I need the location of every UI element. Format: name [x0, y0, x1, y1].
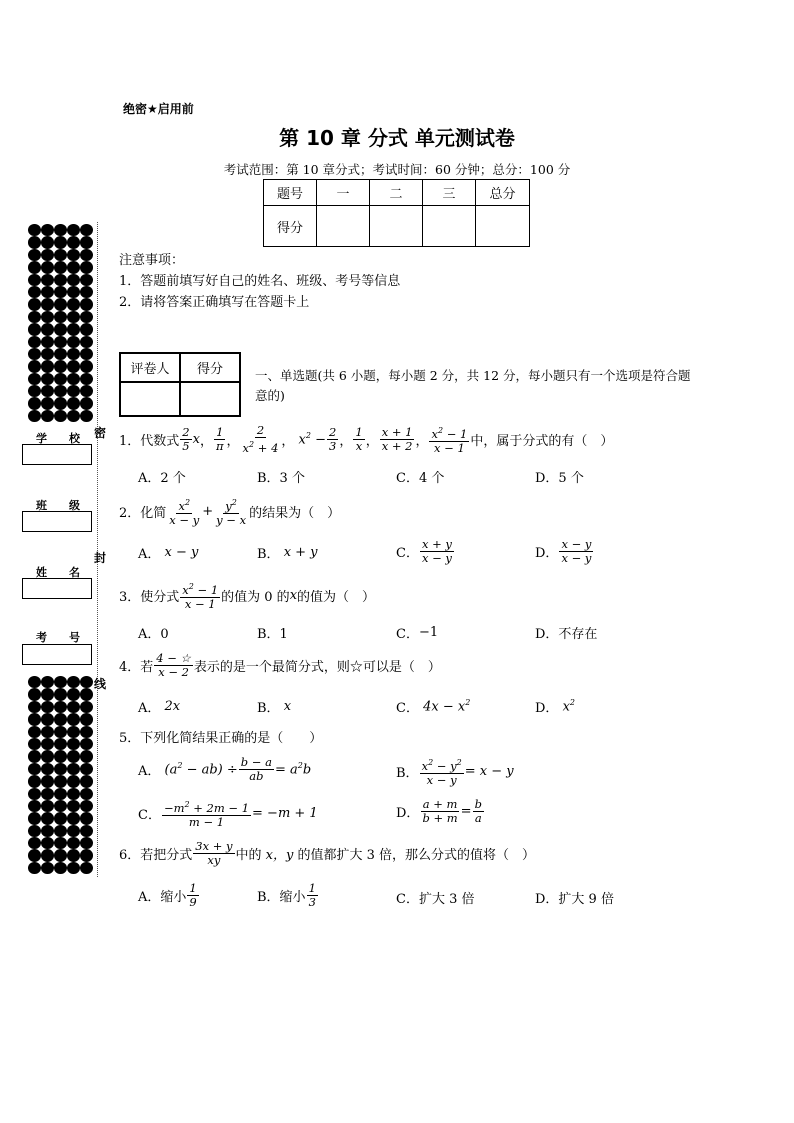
- binding-dot: [80, 397, 93, 409]
- binding-dot: [41, 800, 54, 812]
- q2-option-a[interactable]: A． x − y: [138, 545, 199, 562]
- seal-char-mi: 密: [94, 426, 107, 440]
- binding-dot: [54, 385, 67, 397]
- binding-dot: [28, 336, 41, 348]
- binding-dot: [80, 726, 93, 738]
- binding-dot: [67, 825, 80, 837]
- binding-dot: [28, 397, 41, 409]
- q5-option-d[interactable]: D． $\frac{a + m}{b + m}$ = $\frac{b}{a}$: [396, 797, 482, 825]
- math-frac: $\frac{x^2}{x - y}$: [169, 498, 200, 527]
- math-frac: $\frac{2}{5}$: [182, 424, 190, 453]
- binding-dot: [41, 236, 54, 248]
- binding-dot: [28, 373, 41, 385]
- q1-option-c[interactable]: C．4 个: [396, 471, 445, 486]
- binding-dot: [28, 763, 41, 775]
- binding-dot: [41, 726, 54, 738]
- binding-dot: [67, 763, 80, 775]
- binding-dot: [28, 837, 41, 849]
- question-6: 6．若把分式 $\frac{3x + y}{xy}$ 中的 x，y 的值都扩大 3 倍，那么分式的值将（ ）: [119, 839, 536, 867]
- math-frac: $\frac{1}{x}$: [355, 424, 363, 453]
- binding-dot: [67, 224, 80, 236]
- binding-dot: [28, 323, 41, 335]
- q4-option-b[interactable]: B． x: [257, 699, 292, 716]
- binding-dot: [80, 688, 93, 700]
- score-header-cell: 二: [370, 180, 423, 206]
- binding-dot: [28, 236, 41, 248]
- binding-dot: [67, 738, 80, 750]
- binding-dot: [28, 726, 41, 738]
- binding-dot: [41, 323, 54, 335]
- binding-dot: [67, 410, 80, 422]
- score-table: [263, 179, 530, 247]
- binding-dot: [28, 348, 41, 360]
- id-label: 考 号: [36, 631, 80, 644]
- math-frac: $\frac{x + 1}{x + 2}$: [381, 424, 413, 453]
- binding-dot: [54, 713, 67, 725]
- q2-prefix: 2．化简: [119, 505, 167, 521]
- grader-table: [119, 352, 241, 417]
- math-frac: $\frac{x^2 - 1}{x - 1}$: [182, 582, 219, 611]
- binding-dot: [28, 688, 41, 700]
- binding-dot: [54, 788, 67, 800]
- binding-dot: [28, 750, 41, 762]
- note-item: 2．请将答案正确填写在答题卡上: [119, 295, 310, 310]
- binding-dot: [41, 763, 54, 775]
- binding-dot: [41, 385, 54, 397]
- binding-dot: [41, 274, 54, 286]
- class-input[interactable]: [22, 511, 92, 532]
- notes-heading: 注意事项：: [119, 253, 185, 268]
- binding-dot: [41, 788, 54, 800]
- q4-option-c[interactable]: C． $4x - x^2$: [396, 698, 471, 716]
- score-header-cell: 三: [423, 180, 476, 206]
- q1-option-d[interactable]: D．5 个: [535, 471, 584, 486]
- binding-dot: [67, 775, 80, 787]
- binding-dot: [54, 738, 67, 750]
- seal-char-xian: 线: [94, 677, 107, 691]
- binding-dot: [67, 261, 80, 273]
- binding-dot: [28, 286, 41, 298]
- secret-label: 绝密★启用前: [123, 102, 194, 116]
- binding-dot: [41, 249, 54, 261]
- question-3: [119, 580, 375, 611]
- q4-option-d[interactable]: D． $x^2$: [535, 698, 575, 716]
- q4-option-a[interactable]: A． 2x: [138, 699, 181, 716]
- q6-option-c[interactable]: C．扩大 3 倍: [396, 892, 475, 907]
- binding-dot: [54, 373, 67, 385]
- binding-dot: [54, 726, 67, 738]
- binding-dot: [41, 360, 54, 372]
- math-frac: $\frac{2}{x^2 + 4}$: [242, 423, 279, 455]
- binding-dot: [28, 676, 41, 688]
- q2-option-b[interactable]: B． x + y: [257, 545, 318, 562]
- question-5: 5．下列化简结果正确的是（ ）: [119, 731, 323, 746]
- binding-dot: [80, 274, 93, 286]
- binding-dot: [80, 738, 93, 750]
- binding-dot: [80, 410, 93, 422]
- binding-dot: [54, 323, 67, 335]
- binding-dot: [41, 261, 54, 273]
- math-frac: $\frac{x^2 - 1}{x - 1}$: [431, 426, 468, 455]
- q1-option-b[interactable]: B．3 个: [257, 471, 305, 486]
- binding-dot: [41, 688, 54, 700]
- binding-dot: [80, 311, 93, 323]
- binding-dot: [41, 738, 54, 750]
- page-title: 第 10 章 分式 单元测试卷: [279, 126, 515, 150]
- q2-option-d[interactable]: D． $\frac{x - y}{x - y}$: [535, 537, 592, 565]
- school-label: 学 校: [36, 432, 80, 445]
- binding-dot: [67, 274, 80, 286]
- binding-dot: [80, 385, 93, 397]
- binding-dot: [67, 713, 80, 725]
- q5-option-b[interactable]: B． $\frac{x^2 - y^2}{x - y}$ = x − y: [396, 758, 514, 787]
- binding-dot: [54, 410, 67, 422]
- school-input[interactable]: [22, 444, 92, 465]
- binding-dot: [54, 825, 67, 837]
- binding-dot: [67, 812, 80, 824]
- binding-dot: [41, 298, 54, 310]
- q3-option-d[interactable]: D．不存在: [535, 627, 598, 642]
- binding-dot: [41, 812, 54, 824]
- binding-dot: [80, 837, 93, 849]
- note-item: 1．答题前填写好自己的姓名、班级、考号等信息: [119, 274, 401, 289]
- exam-info: 考试范围：第 10 章分式；考试时间：60 分钟；总分：100 分: [223, 162, 571, 177]
- binding-dot: [80, 775, 93, 787]
- q3-option-b[interactable]: B．1: [257, 627, 288, 642]
- binding-dot: [54, 274, 67, 286]
- binding-dot: [80, 812, 93, 824]
- binding-dot: [41, 410, 54, 422]
- binding-dot: [67, 298, 80, 310]
- q5-option-a[interactable]: A． $(a^2 - ab)$ ÷ $\frac{b - a}{ab}$ = $a^2b$: [138, 755, 312, 783]
- question-2: 2．化简 $\frac{x^2}{x - y}$ + $\frac{y^2}{y - x}$ 的结果为（ ）: [119, 498, 341, 527]
- binding-dot: [80, 750, 93, 762]
- binding-dot: [80, 360, 93, 372]
- binding-dot: [54, 249, 67, 261]
- binding-dot: [80, 261, 93, 273]
- q5-option-c[interactable]: C． $\frac{-m^2 + 2m - 1}{m - 1}$ = −m + 1: [138, 800, 318, 829]
- binding-dot: [54, 261, 67, 273]
- binding-dot: [41, 311, 54, 323]
- binding-dot: [28, 738, 41, 750]
- score-row-label: 得分: [264, 206, 317, 247]
- seal-char-feng: 封: [94, 551, 107, 565]
- binding-dot: [80, 849, 93, 861]
- binding-dot: [54, 701, 67, 713]
- binding-dot: [41, 750, 54, 762]
- section-heading: 一、单选题(共 6 小题，每小题 2 分，共 12 分，每小题只有一个选项是符合题意的): [255, 368, 691, 403]
- binding-dot: [80, 763, 93, 775]
- binding-dot: [67, 311, 80, 323]
- class-label: 班 级: [36, 499, 80, 512]
- q6-prefix: 6．若把分式: [119, 848, 193, 863]
- name-input[interactable]: [22, 578, 92, 599]
- question-1: 1．代数式 $\frac{2}{5}$ x ， $\frac{1}{\pi}$ ， $\frac{2}{x^2 + 4}$ ， $x^2$ − $\frac{2}{3}$ ， $\frac{1}{x}$ ， $\frac{x + 1}{x + 2}$ ， $\frac{x^2 - 1}{x - 1}$ 中，属于分式的有（ ）: [119, 423, 614, 455]
- binding-dot: [54, 800, 67, 812]
- score-cell[interactable]: [423, 206, 476, 247]
- binding-dot: [41, 701, 54, 713]
- binding-dot: [28, 825, 41, 837]
- binding-dot: [28, 862, 41, 874]
- q6-option-d[interactable]: D．扩大 9 倍: [535, 892, 614, 907]
- binding-dot: [28, 410, 41, 422]
- binding-dot: [54, 348, 67, 360]
- binding-dot: [67, 788, 80, 800]
- binding-dot: [41, 336, 54, 348]
- binding-dot: [28, 249, 41, 261]
- grader-score-header: 得分: [180, 353, 240, 382]
- binding-dot: [28, 713, 41, 725]
- score-header-cell: 题号: [264, 180, 317, 206]
- binding-dot: [41, 825, 54, 837]
- binding-dot: [67, 701, 80, 713]
- math-frac: $\frac{2}{3}$: [329, 424, 337, 453]
- score-header-cell: 总分: [476, 180, 530, 206]
- binding-dot: [80, 323, 93, 335]
- score-cell[interactable]: [370, 206, 423, 247]
- binding-dot: [80, 348, 93, 360]
- q6-option-a[interactable]: A．缩小 $\frac{1}{9}$: [138, 881, 197, 909]
- binding-dot: [28, 360, 41, 372]
- math-frac: $\frac{3x + y}{xy}$: [195, 839, 233, 867]
- binding-dot: [28, 298, 41, 310]
- binding-dot: [28, 800, 41, 812]
- q3-option-c[interactable]: C． −1: [396, 625, 439, 642]
- binding-dot: [67, 249, 80, 261]
- binding-dot: [54, 298, 67, 310]
- binding-dot: [54, 360, 67, 372]
- binding-dot: [41, 713, 54, 725]
- binding-dot: [41, 676, 54, 688]
- binding-dot: [67, 726, 80, 738]
- q2-suffix: 的结果为（ ）: [249, 505, 341, 521]
- binding-dot: [67, 286, 80, 298]
- q6-mid: 中的: [235, 848, 262, 863]
- binding-dot: [67, 336, 80, 348]
- binding-dot: [28, 775, 41, 787]
- q1-suffix: 中，属于分式的有（ ）: [470, 433, 614, 449]
- name-label: 姓 名: [36, 566, 80, 579]
- binding-dot: [80, 298, 93, 310]
- binding-dot: [54, 862, 67, 874]
- binding-dot: [80, 224, 93, 236]
- q1-prefix: 1．代数式: [119, 433, 180, 449]
- binding-dot: [54, 676, 67, 688]
- grader-header: 评卷人: [120, 353, 180, 382]
- binding-dot: [28, 812, 41, 824]
- math-frac: $\frac{4 - ☆}{x - 2}$: [156, 651, 191, 679]
- binding-dot: [67, 323, 80, 335]
- binding-dot: [67, 849, 80, 861]
- q1-option-a[interactable]: A．2 个: [138, 471, 186, 486]
- grader-cell[interactable]: [120, 382, 180, 416]
- q3-suffix: 的值为（ ）: [297, 589, 376, 605]
- binding-dots-bottom: [28, 676, 96, 874]
- binding-dot: [41, 862, 54, 874]
- math-frac: $\frac{1}{\pi}$: [215, 424, 224, 453]
- q3-prefix: 3．使分式: [119, 589, 180, 605]
- score-cell[interactable]: [317, 206, 370, 247]
- binding-dot: [28, 849, 41, 861]
- binding-dot: [67, 676, 80, 688]
- notes: [119, 250, 400, 313]
- grader-score-cell[interactable]: [180, 382, 240, 416]
- q3-option-a[interactable]: A．0: [138, 627, 169, 642]
- binding-dot: [80, 862, 93, 874]
- q2-option-c[interactable]: C． $\frac{x + y}{x - y}$: [396, 537, 452, 565]
- binding-dot: [28, 701, 41, 713]
- binding-dot: [54, 224, 67, 236]
- binding-dot: [67, 800, 80, 812]
- binding-dot: [54, 236, 67, 248]
- binding-dot: [41, 397, 54, 409]
- binding-dot: [67, 236, 80, 248]
- math-frac: $\frac{y^2}{y - x}$: [216, 498, 247, 527]
- binding-dot: [28, 385, 41, 397]
- binding-dot: [67, 837, 80, 849]
- binding-dot: [54, 688, 67, 700]
- binding-dot: [80, 788, 93, 800]
- binding-dot: [80, 701, 93, 713]
- binding-dot: [41, 224, 54, 236]
- question-4: [119, 652, 441, 679]
- binding-dot: [54, 812, 67, 824]
- binding-dot: [41, 373, 54, 385]
- binding-dot: [80, 825, 93, 837]
- binding-dot: [54, 750, 67, 762]
- binding-dot: [54, 397, 67, 409]
- q3-var: x: [289, 587, 298, 603]
- q4-prefix: 4．若: [119, 660, 154, 675]
- binding-dot: [54, 775, 67, 787]
- score-cell[interactable]: [476, 206, 530, 247]
- binding-dot: [80, 236, 93, 248]
- binding-dot: [67, 397, 80, 409]
- binding-dot: [80, 676, 93, 688]
- binding-dot: [41, 348, 54, 360]
- binding-dot: [28, 311, 41, 323]
- binding-dot: [54, 286, 67, 298]
- binding-dot: [28, 274, 41, 286]
- id-input[interactable]: [22, 644, 92, 665]
- binding-dot: [54, 311, 67, 323]
- binding-dot: [54, 336, 67, 348]
- binding-dot: [54, 849, 67, 861]
- binding-dot: [41, 849, 54, 861]
- binding-dot: [67, 688, 80, 700]
- binding-dot: [67, 348, 80, 360]
- q6-suffix: 的值都扩大 3 倍，那么分式的值将（ ）: [297, 848, 536, 863]
- binding-dot: [54, 763, 67, 775]
- binding-dot: [54, 837, 67, 849]
- binding-dot: [41, 837, 54, 849]
- binding-dot: [80, 373, 93, 385]
- binding-dot: [28, 788, 41, 800]
- binding-dot: [80, 249, 93, 261]
- binding-dot: [80, 286, 93, 298]
- binding-dot: [67, 750, 80, 762]
- binding-dot: [28, 261, 41, 273]
- binding-dot: [41, 775, 54, 787]
- binding-dot: [80, 336, 93, 348]
- q6-option-b[interactable]: B．缩小 $\frac{1}{3}$: [257, 881, 316, 909]
- binding-dot: [67, 360, 80, 372]
- binding-dot: [28, 224, 41, 236]
- binding-dot: [80, 800, 93, 812]
- binding-dot: [67, 385, 80, 397]
- binding-dots-top: [28, 224, 96, 422]
- binding-dot: [41, 286, 54, 298]
- binding-dot: [67, 862, 80, 874]
- binding-dot: [67, 373, 80, 385]
- score-header-cell: 一: [317, 180, 370, 206]
- q4-suffix: 表示的是一个最简分式，则☆可以是（ ）: [193, 660, 441, 675]
- binding-dot: [80, 713, 93, 725]
- q3-mid: 的值为 0 的: [221, 589, 290, 605]
